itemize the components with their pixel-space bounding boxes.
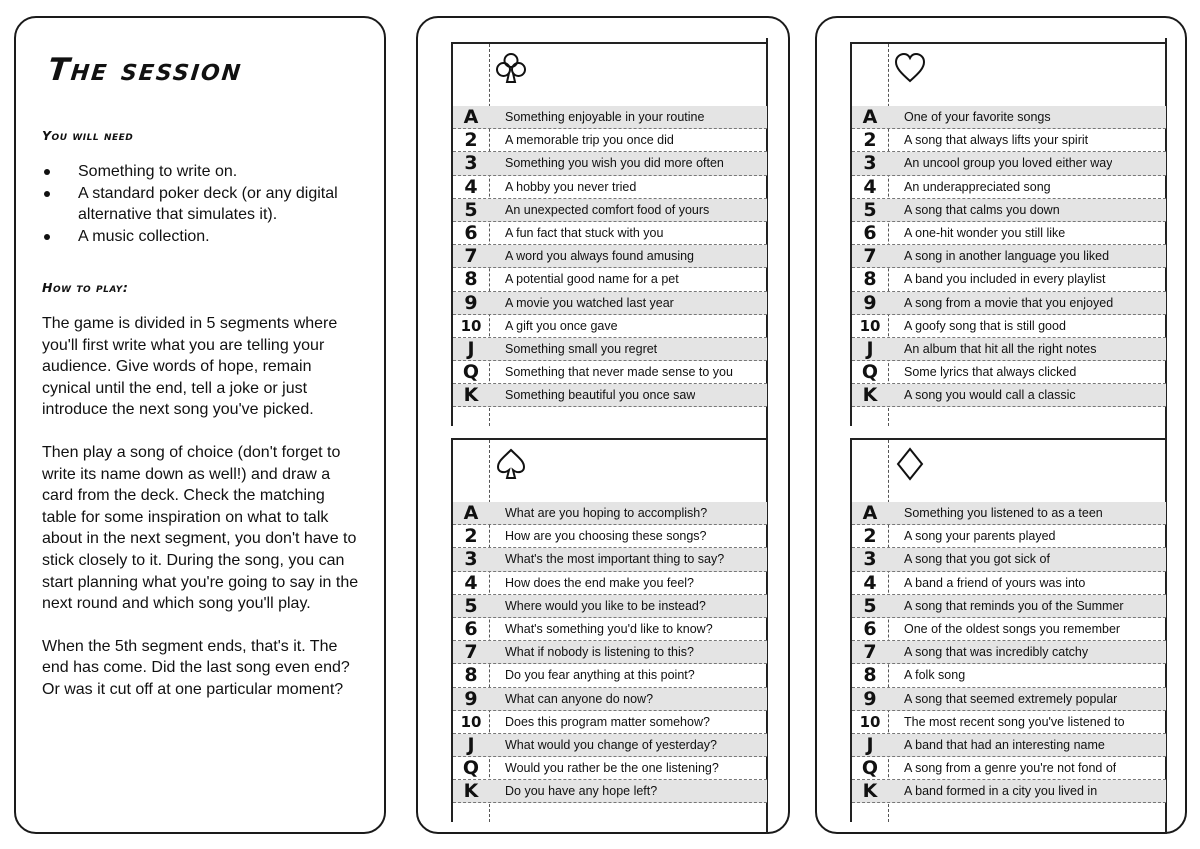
card-rank: 7 bbox=[863, 641, 877, 664]
card-rank: K bbox=[463, 780, 479, 803]
card-prompt: What would you change of yesterday? bbox=[505, 737, 717, 752]
card-rank: Q bbox=[462, 361, 480, 384]
card-prompt: Do you have any hope left? bbox=[505, 784, 658, 799]
card-rank: A bbox=[862, 106, 878, 129]
table-row bbox=[852, 757, 1166, 780]
card-rank: Q bbox=[462, 757, 480, 780]
card-rank: 8 bbox=[863, 664, 877, 687]
table-row bbox=[852, 129, 1166, 152]
card-rank: A bbox=[862, 502, 878, 525]
needs-list bbox=[42, 161, 360, 247]
table-row bbox=[852, 268, 1166, 291]
table-row bbox=[852, 502, 1166, 525]
card-rank: 5 bbox=[464, 594, 478, 617]
card-prompt: What can anyone do now? bbox=[505, 691, 654, 706]
card-rank: 10 bbox=[859, 316, 881, 335]
card-table bbox=[852, 106, 1166, 407]
card-rank: J bbox=[866, 733, 874, 756]
table-row bbox=[453, 361, 767, 384]
list-item: Something to write on. bbox=[42, 161, 360, 182]
card-rank: 9 bbox=[863, 291, 877, 314]
card-prompt: A song that you got sick of bbox=[904, 552, 1050, 567]
table-row bbox=[852, 734, 1166, 757]
table-row bbox=[852, 199, 1166, 222]
paragraph: The game is divided in 5 segments where you'll first write what you are telling your audience. Give words of hope, remain cynical until the end, tell a joke or just introduce the next song you've picked. bbox=[42, 315, 338, 419]
card-rank: 9 bbox=[863, 687, 877, 710]
card-rank: 6 bbox=[464, 618, 478, 641]
card-rank: 8 bbox=[464, 268, 478, 291]
card-spades bbox=[451, 438, 767, 822]
card-prompt: Something enjoyable in your routine bbox=[505, 110, 705, 125]
card-hearts bbox=[850, 42, 1166, 426]
needs-heading: You will need bbox=[42, 128, 134, 143]
table-row bbox=[453, 176, 767, 199]
table-row bbox=[852, 780, 1166, 803]
card-table bbox=[852, 502, 1166, 803]
card-prompt: One of your favorite songs bbox=[904, 110, 1051, 125]
table-row bbox=[453, 525, 767, 548]
table-row bbox=[453, 711, 767, 734]
card-table bbox=[453, 106, 767, 407]
card-prompt: A folk song bbox=[904, 668, 966, 683]
card-prompt: A song you would call a classic bbox=[904, 388, 1076, 403]
card-rank: J bbox=[467, 337, 475, 360]
table-row bbox=[852, 176, 1166, 199]
paragraph: When the 5th segment ends, that's it. The end has come. Did the last song even end? Or was it cut off at one particular moment? bbox=[42, 637, 350, 698]
card-prompt: Where would you like to be instead? bbox=[505, 598, 706, 613]
card-prompt: What are you hoping to accomplish? bbox=[505, 506, 708, 521]
table-row bbox=[453, 315, 767, 338]
card-rank: 4 bbox=[464, 571, 478, 594]
card-diamonds bbox=[850, 438, 1166, 822]
card-rank: 10 bbox=[460, 712, 482, 731]
table-row bbox=[852, 338, 1166, 361]
paragraph: Then play a song of choice (don't forget to write its name down as well!) and draw a card from the deck. Check the matching table for some inspiration on what to talk about in the next segment, you don't have to stick closely to it. During the song, you can start planning what you're going to say in the next round and which song you'll play. bbox=[42, 443, 359, 613]
card-prompt: What if nobody is listening to this? bbox=[505, 645, 694, 660]
table-row bbox=[453, 688, 767, 711]
table-row bbox=[852, 618, 1166, 641]
card-prompt: A song that seemed extremely popular bbox=[904, 691, 1118, 706]
card-prompt: A word you always found amusing bbox=[505, 249, 694, 264]
card-prompt: A band you included in every playlist bbox=[904, 272, 1106, 287]
table-row bbox=[453, 338, 767, 361]
card-prompt: Would you rather be the one listening? bbox=[505, 761, 719, 776]
table-row bbox=[852, 152, 1166, 175]
card-prompt: The most recent song you've listened to bbox=[904, 714, 1125, 729]
card-rank: 8 bbox=[464, 664, 478, 687]
card-prompt: A fun fact that stuck with you bbox=[505, 226, 664, 241]
diamond-icon bbox=[892, 446, 928, 482]
card-rank: 4 bbox=[863, 571, 877, 594]
card-prompt: A potential good name for a pet bbox=[505, 272, 679, 287]
table-row bbox=[453, 618, 767, 641]
card-prompt: A song in another language you liked bbox=[904, 249, 1110, 264]
card-prompt: A song from a movie that you enjoyed bbox=[904, 295, 1114, 310]
rules-panel bbox=[14, 16, 386, 834]
table-row bbox=[453, 152, 767, 175]
table-row bbox=[852, 245, 1166, 268]
card-prompt: An album that hit all the right notes bbox=[904, 341, 1097, 356]
card-rank: 10 bbox=[460, 316, 482, 335]
card-rank: 7 bbox=[863, 245, 877, 268]
card-rank: K bbox=[862, 780, 878, 803]
card-rank: Q bbox=[861, 361, 879, 384]
table-row bbox=[453, 292, 767, 315]
card-prompt: A movie you watched last year bbox=[505, 295, 674, 310]
middle-panel bbox=[416, 16, 790, 834]
card-rank: 3 bbox=[464, 152, 478, 175]
card-prompt: How are you choosing these songs? bbox=[505, 529, 707, 544]
table-row bbox=[852, 595, 1166, 618]
card-rank: 4 bbox=[863, 175, 877, 198]
card-rank: 6 bbox=[863, 222, 877, 245]
card-prompt: Something you listened to as a teen bbox=[904, 506, 1103, 521]
table-row bbox=[453, 268, 767, 291]
card-prompt: A memorable trip you once did bbox=[505, 133, 674, 148]
table-row bbox=[453, 664, 767, 687]
card-rank: 2 bbox=[464, 525, 478, 548]
table-row bbox=[852, 548, 1166, 571]
card-rank: 8 bbox=[863, 268, 877, 291]
card-prompt: A hobby you never tried bbox=[505, 179, 637, 194]
table-row bbox=[453, 222, 767, 245]
card-rank: 6 bbox=[464, 222, 478, 245]
table-row bbox=[453, 572, 767, 595]
heart-icon bbox=[892, 50, 928, 86]
card-rank: 2 bbox=[863, 525, 877, 548]
card-prompt: Something that never made sense to you bbox=[505, 365, 733, 380]
right-panel bbox=[815, 16, 1187, 834]
table-row bbox=[453, 780, 767, 803]
card-prompt: A gift you once gave bbox=[505, 318, 618, 333]
card-prompt: One of the oldest songs you remember bbox=[904, 622, 1121, 637]
table-row bbox=[852, 664, 1166, 687]
card-rank: J bbox=[866, 337, 874, 360]
table-row bbox=[453, 129, 767, 152]
card-rank: 10 bbox=[859, 712, 881, 731]
card-rank: 3 bbox=[464, 548, 478, 571]
card-prompt: What's something you'd like to know? bbox=[505, 622, 713, 637]
club-icon bbox=[493, 50, 529, 86]
table-row bbox=[852, 688, 1166, 711]
card-rank: 2 bbox=[863, 129, 877, 152]
card-rank: 9 bbox=[464, 687, 478, 710]
card-prompt: Do you fear anything at this point? bbox=[505, 668, 695, 683]
table-row bbox=[852, 315, 1166, 338]
card-prompt: Something small you regret bbox=[505, 341, 658, 356]
card-prompt: A band formed in a city you lived in bbox=[904, 784, 1098, 799]
card-rank: 4 bbox=[464, 175, 478, 198]
card-rank: 3 bbox=[863, 548, 877, 571]
card-prompt: A song that always lifts your spirit bbox=[904, 133, 1089, 148]
card-rank: 5 bbox=[863, 198, 877, 221]
table-row bbox=[852, 222, 1166, 245]
card-prompt: Some lyrics that always clicked bbox=[904, 365, 1077, 380]
card-prompt: Something you wish you did more often bbox=[505, 156, 724, 171]
table-row bbox=[453, 106, 767, 129]
table-row bbox=[453, 384, 767, 407]
table-row bbox=[852, 106, 1166, 129]
table-row bbox=[852, 292, 1166, 315]
card-clubs bbox=[451, 42, 767, 426]
table-row bbox=[852, 641, 1166, 664]
card-rank: A bbox=[463, 502, 479, 525]
card-prompt: Does this program matter somehow? bbox=[505, 714, 710, 729]
card-rank: 5 bbox=[464, 198, 478, 221]
card-prompt: A song that reminds you of the Summer bbox=[904, 598, 1124, 613]
table-row bbox=[453, 641, 767, 664]
card-rank: 6 bbox=[863, 618, 877, 641]
card-rank: J bbox=[467, 733, 475, 756]
card-prompt: A one-hit wonder you still like bbox=[904, 226, 1066, 241]
page-title: The session bbox=[46, 52, 245, 88]
card-prompt: A goofy song that is still good bbox=[904, 318, 1066, 333]
table-row bbox=[453, 757, 767, 780]
card-table bbox=[453, 502, 767, 803]
card-rank: 2 bbox=[464, 129, 478, 152]
card-prompt: A song your parents played bbox=[904, 529, 1056, 544]
card-prompt: Something beautiful you once saw bbox=[505, 388, 696, 403]
card-rank: K bbox=[463, 384, 479, 407]
card-rank: 3 bbox=[863, 152, 877, 175]
table-row bbox=[852, 711, 1166, 734]
card-rank: A bbox=[463, 106, 479, 129]
table-row bbox=[453, 548, 767, 571]
list-item: A standard poker deck (or any digital alternative that simulates it). bbox=[42, 183, 360, 225]
table-row bbox=[453, 199, 767, 222]
card-rank: 5 bbox=[863, 594, 877, 617]
card-prompt: A song that calms you down bbox=[904, 202, 1060, 217]
card-prompt: An unexpected comfort food of yours bbox=[505, 202, 710, 217]
table-row bbox=[852, 384, 1166, 407]
howto-heading: How to play: bbox=[42, 280, 129, 295]
list-item: A music collection. bbox=[42, 226, 360, 247]
table-row bbox=[453, 502, 767, 525]
table-row bbox=[852, 361, 1166, 384]
card-prompt: How does the end make you feel? bbox=[505, 575, 695, 590]
table-row bbox=[453, 595, 767, 618]
card-prompt: A song from a genre you're not fond of bbox=[904, 761, 1117, 776]
card-prompt: A band that had an interesting name bbox=[904, 737, 1105, 752]
card-rank: 7 bbox=[464, 641, 478, 664]
card-prompt: An uncool group you loved either way bbox=[904, 156, 1113, 171]
table-row bbox=[453, 734, 767, 757]
card-rank: 7 bbox=[464, 245, 478, 268]
card-prompt: A song that was incredibly catchy bbox=[904, 645, 1089, 660]
table-row bbox=[852, 572, 1166, 595]
card-prompt: A band a friend of yours was into bbox=[904, 575, 1086, 590]
table-row bbox=[453, 245, 767, 268]
spade-icon bbox=[493, 446, 529, 482]
card-prompt: An underappreciated song bbox=[904, 179, 1051, 194]
card-rank: K bbox=[862, 384, 878, 407]
card-rank: Q bbox=[861, 757, 879, 780]
card-rank: 9 bbox=[464, 291, 478, 314]
table-row bbox=[852, 525, 1166, 548]
card-prompt: What's the most important thing to say? bbox=[505, 552, 725, 567]
